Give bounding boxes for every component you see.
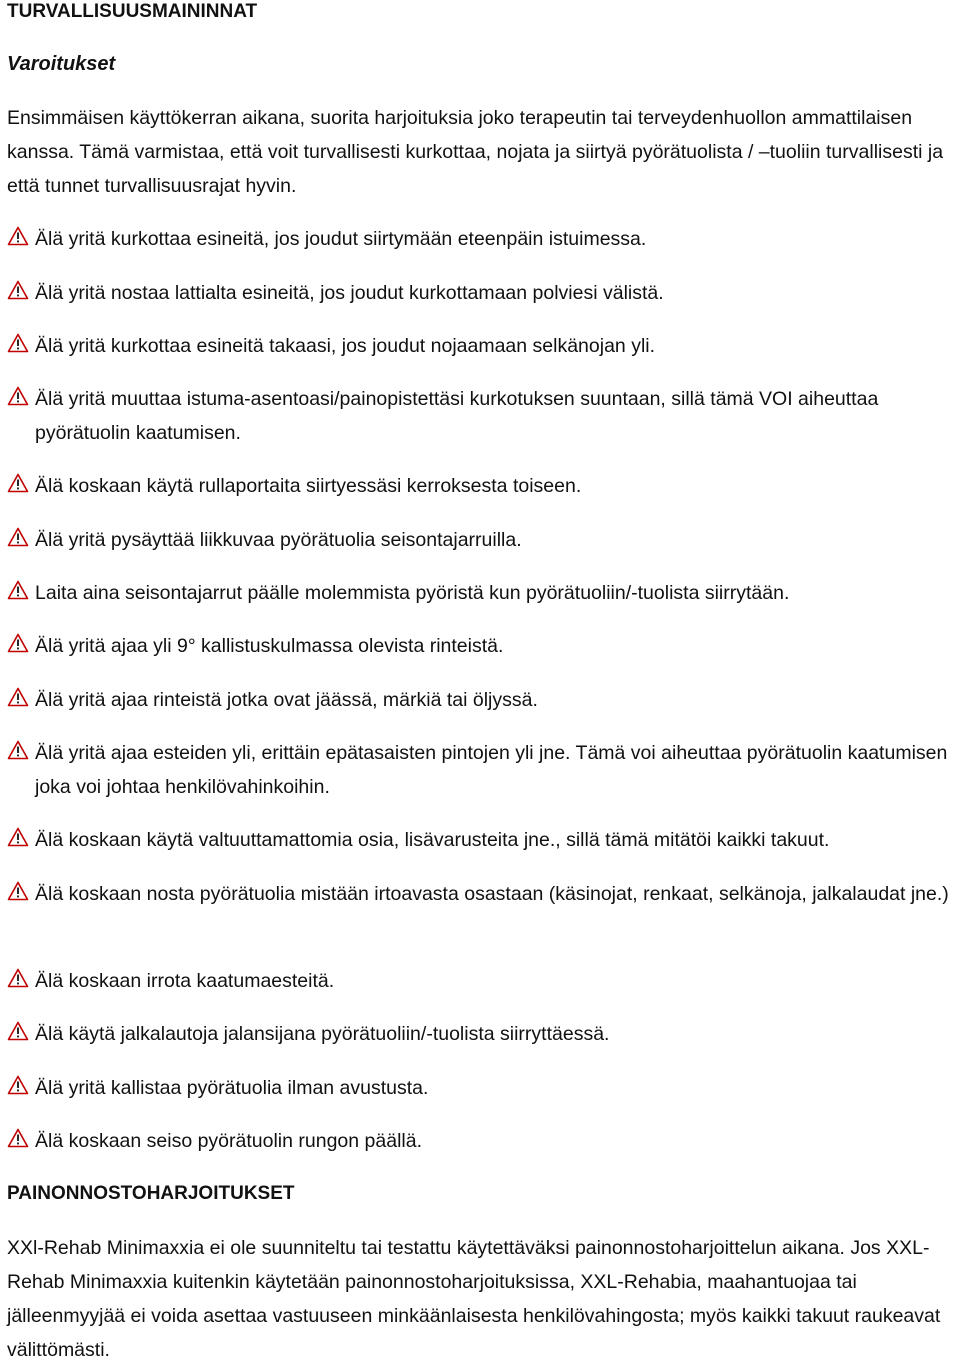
warning-item xyxy=(7,736,957,804)
warning-triangle-icon xyxy=(7,386,29,406)
intro-paragraph: Ensimmäisen käyttökerran aikana, suorita harjoituksia joko terapeutin tai terveydenhuollon ammattilaisen kanssa. Tämä varmistaa, että voit turvallisesti kurkottaa, nojata ja siirtyä pyörätuolista / –tuoliin turvallisesti ja että tunnet turvallisuusrajat hyvin. xyxy=(7,107,944,197)
warning-text: Älä yritä ajaa yli 9° kallistuskulmassa olevista rinteistä. xyxy=(35,635,504,657)
safety-heading: TURVALLISUUSMAININNAT xyxy=(7,1,258,22)
warning-item xyxy=(7,276,957,310)
warning-text: Älä yritä ajaa rinteistä jotka ovat jäässä, märkiä tai öljyssä. xyxy=(35,689,538,711)
warning-text: Älä koskaan käytä rullaportaita siirtyessäsi kerroksesta toiseen. xyxy=(35,475,582,497)
warnings-subheading: Varoitukset xyxy=(7,53,116,75)
warning-triangle-icon xyxy=(7,687,29,707)
warning-text: Älä käytä jalkalautoja jalansijana pyörätuoliin/-tuolista siirryttäessä. xyxy=(35,1023,610,1045)
warning-triangle-icon xyxy=(7,1075,29,1095)
warning-text: Älä koskaan seiso pyörätuolin rungon päällä. xyxy=(35,1130,423,1152)
warning-text: Älä koskaan käytä valtuuttamattomia osia, lisävarusteita jne., sillä tämä mitätöi kaikki takuut. xyxy=(35,829,830,851)
warning-triangle-icon xyxy=(7,1128,29,1148)
warning-triangle-icon xyxy=(7,473,29,493)
warning-text: Älä koskaan irrota kaatumaesteitä. xyxy=(35,970,335,992)
warning-triangle-icon xyxy=(7,280,29,300)
warning-triangle-icon xyxy=(7,527,29,547)
warning-item xyxy=(7,222,957,256)
warning-triangle-icon xyxy=(7,633,29,653)
warning-item xyxy=(7,629,957,663)
weightlifting-heading: PAINONNOSTOHARJOITUKSET xyxy=(7,1183,295,1204)
warning-item xyxy=(7,523,957,557)
warning-triangle-icon xyxy=(7,968,29,988)
warning-text: Älä yritä pysäyttää liikkuvaa pyörätuolia seisontajarruilla. xyxy=(35,529,522,551)
warning-item xyxy=(7,683,957,717)
warning-text: Älä koskaan nosta pyörätuolia mistään irtoavasta osastaan (käsinojat, renkaat, selkänoja, jalkalaudat jne.) xyxy=(35,883,949,905)
warning-triangle-icon xyxy=(7,827,29,847)
warning-text: Älä yritä kallistaa pyörätuolia ilman avustusta. xyxy=(35,1077,429,1099)
warning-item xyxy=(7,329,957,363)
warning-text: Älä yritä kurkottaa esineitä, jos joudut siirtymään eteenpäin istuimessa. xyxy=(35,228,647,250)
warning-text: Laita aina seisontajarrut päälle molemmista pyöristä kun pyörätuoliin/-tuolista siirrytään. xyxy=(35,582,790,604)
warning-item xyxy=(7,964,957,998)
warning-item xyxy=(7,823,957,857)
warning-item xyxy=(7,1071,957,1105)
warning-item xyxy=(7,576,957,610)
warning-text: Älä yritä nostaa lattialta esineitä, jos joudut kurkottamaan polviesi välistä. xyxy=(35,282,664,304)
warning-item xyxy=(7,469,957,503)
warning-triangle-icon xyxy=(7,881,29,901)
warning-item xyxy=(7,382,957,450)
weightlifting-paragraph: XXl-Rehab Minimaxxia ei ole suunniteltu tai testattu käytettäväksi painonnostoharjoittelun aikana. Jos XXL-Rehab Minimaxxia kuitenkin käytetään painonnostoharjoituksissa, XXL-Rehabia, maahantuojaa tai jälleenmyyjää ei voida asettaa vastuuseen minkäänlaisesta henkilövahingosta; myös kaikki takuut raukeavat välittömästi. xyxy=(7,1237,941,1361)
warning-triangle-icon xyxy=(7,580,29,600)
warning-triangle-icon xyxy=(7,740,29,760)
warning-text: Älä yritä muuttaa istuma-asentoasi/painopistettäsi kurkotuksen suuntaan, sillä tämä VOI aiheuttaa pyörätuolin kaatumisen. xyxy=(35,388,879,444)
warning-triangle-icon xyxy=(7,1021,29,1041)
warning-item xyxy=(7,877,957,911)
warning-item xyxy=(7,1124,957,1158)
warning-item xyxy=(7,1017,957,1051)
warning-triangle-icon xyxy=(7,226,29,246)
warning-triangle-icon xyxy=(7,333,29,353)
warning-text: Älä yritä ajaa esteiden yli, erittäin epätasaisten pintojen yli jne. Tämä voi aiheuttaa pyörätuolin kaatumisen joka voi johtaa henkilövahinkoihin. xyxy=(35,742,948,798)
warning-text: Älä yritä kurkottaa esineitä takaasi, jos joudut nojaamaan selkänojan yli. xyxy=(35,335,656,357)
